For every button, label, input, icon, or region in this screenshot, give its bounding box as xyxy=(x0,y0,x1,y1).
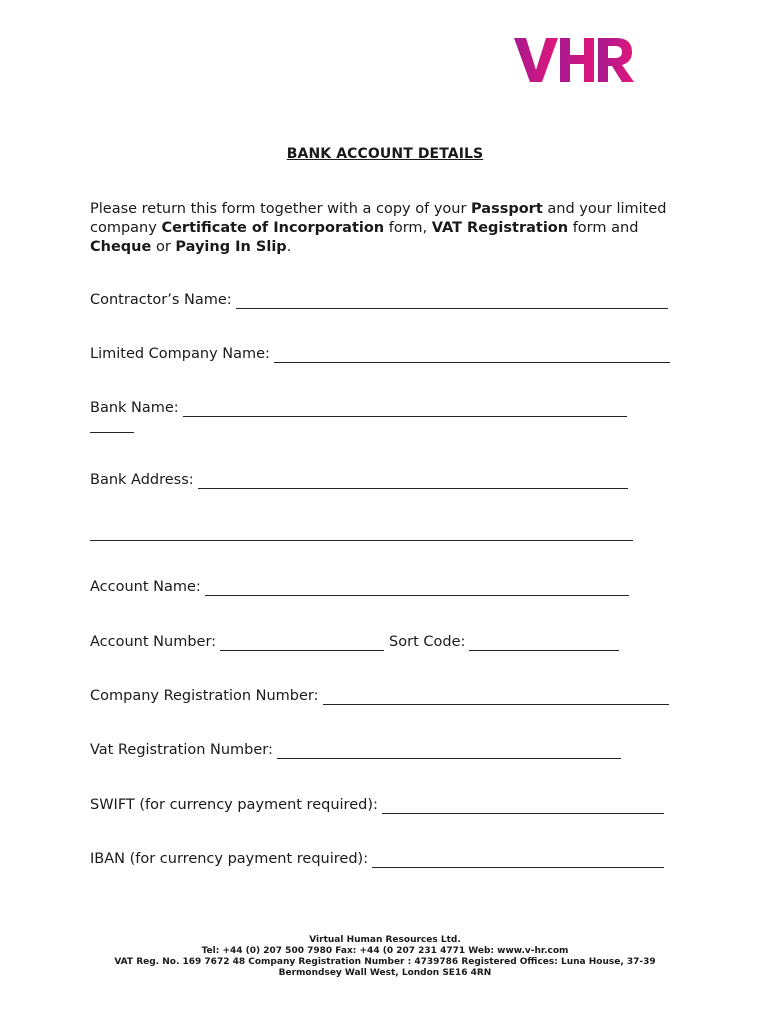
bank-address-field[interactable] xyxy=(198,474,628,489)
account-name-field[interactable] xyxy=(205,581,335,596)
form-title: BANK ACCOUNT DETAILS xyxy=(286,146,484,162)
vat-registration-field[interactable] xyxy=(277,744,433,759)
intro-bold-cheque: Cheque xyxy=(90,239,152,255)
bank-name-label: Bank Name: xyxy=(90,400,179,416)
bank-address-label: Bank Address: xyxy=(90,472,194,488)
vat-registration-field-ext[interactable] xyxy=(433,744,621,759)
swift-label: SWIFT (for currency payment required): xyxy=(90,797,378,813)
bank-name-field[interactable] xyxy=(183,402,317,417)
footer-registration: VAT Reg. No. 169 7672 48 Company Registration Number : 4739786 Registered Offices: Luna House, 37-39 xyxy=(114,957,656,967)
bank-address-row xyxy=(90,471,628,489)
intro-bold-certificate: Certificate of Incorporation xyxy=(161,220,385,236)
contractor-name-field[interactable] xyxy=(236,294,406,309)
intro-text xyxy=(90,200,690,257)
iban-row xyxy=(90,850,664,868)
intro-text-part: Please return this form together with a copy of your xyxy=(90,201,472,217)
footer-company-name: Virtual Human Resources Ltd. xyxy=(309,935,461,945)
swift-row xyxy=(90,796,664,814)
account-name-label: Account Name: xyxy=(90,579,201,595)
iban-field[interactable] xyxy=(372,853,664,868)
intro-text-part: form, xyxy=(384,220,432,236)
vat-registration-label: Vat Registration Number: xyxy=(90,742,273,758)
intro-text-part: and your limited company xyxy=(90,201,667,236)
account-number-field[interactable] xyxy=(220,636,384,651)
limited-company-name-row xyxy=(90,345,670,363)
intro-text-part: . xyxy=(286,239,292,255)
company-registration-field-ext[interactable] xyxy=(451,690,669,705)
sort-code-label: Sort Code: xyxy=(389,634,466,650)
vat-registration-row xyxy=(90,741,621,759)
bank-name-field-wrap[interactable] xyxy=(90,431,134,433)
company-registration-label: Company Registration Number: xyxy=(90,688,319,704)
limited-company-name-field-ext[interactable] xyxy=(424,348,670,363)
intro-text-part: form and xyxy=(568,220,639,236)
account-name-field-ext[interactable] xyxy=(335,581,629,596)
intro-bold-passport: Passport xyxy=(471,201,543,217)
footer-address: Bermondsey Wall West, London SE16 4RN xyxy=(278,968,492,978)
limited-company-name-label: Limited Company Name: xyxy=(90,346,270,362)
iban-label: IBAN (for currency payment required): xyxy=(90,851,369,867)
company-registration-row xyxy=(90,687,669,705)
intro-text-part: or xyxy=(151,239,176,255)
swift-field[interactable] xyxy=(382,799,664,814)
footer-contact: Tel: +44 (0) 207 500 7980 Fax: +44 (0 207 231 4771 Web: www.v-hr.com xyxy=(201,946,569,956)
account-name-row xyxy=(90,578,629,596)
bank-name-row xyxy=(90,399,627,417)
limited-company-name-field[interactable] xyxy=(274,348,424,363)
intro-bold-vat: VAT Registration xyxy=(431,220,569,236)
contractor-name-label: Contractor’s Name: xyxy=(90,292,232,308)
intro-bold-paying-in-slip: Paying In Slip xyxy=(175,239,287,255)
bank-name-field-ext[interactable] xyxy=(317,402,627,417)
sort-code-field[interactable] xyxy=(469,636,619,651)
vhr-logo xyxy=(512,34,636,86)
bank-address-field-line2[interactable] xyxy=(90,539,633,541)
contractor-name-field-ext[interactable] xyxy=(406,294,668,309)
company-registration-field[interactable] xyxy=(323,690,451,705)
account-number-row xyxy=(90,633,619,651)
contractor-name-row xyxy=(90,291,668,309)
account-number-label: Account Number: xyxy=(90,634,217,650)
